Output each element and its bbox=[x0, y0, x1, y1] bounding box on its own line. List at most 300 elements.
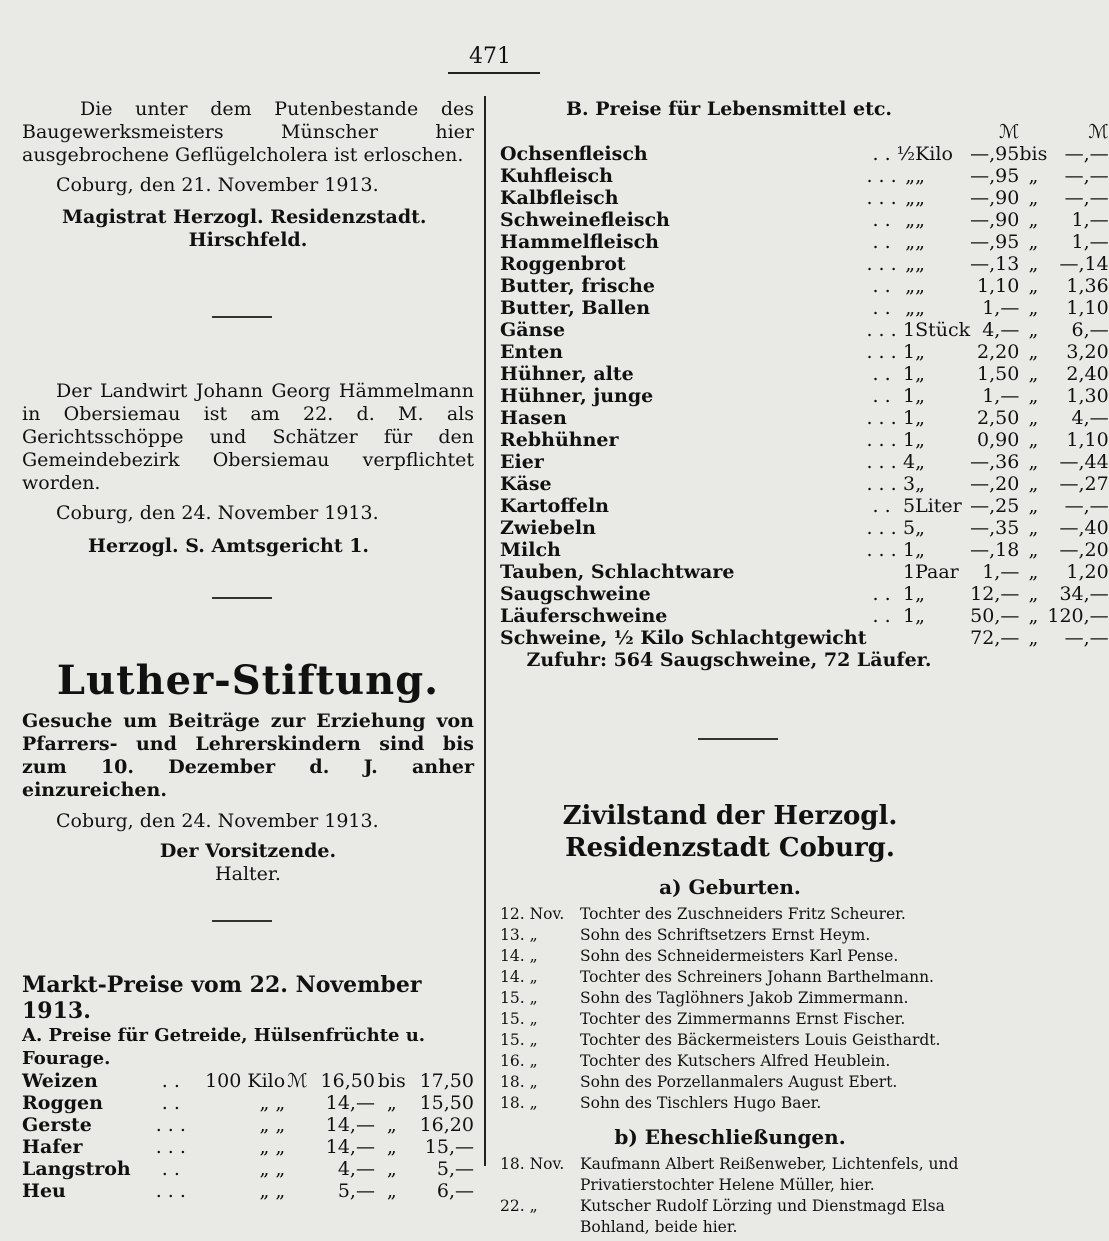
item-name: Weizen bbox=[22, 1070, 98, 1092]
entry-text: Kaufmann Albert Reißenweber, Lichtenfels, und Privatierstochter Helene Müller, hier. bbox=[580, 1155, 959, 1194]
unit: „ bbox=[915, 231, 925, 253]
price-to: 17,50 bbox=[419, 1070, 474, 1092]
entry-text: Sohn des Tischlers Hugo Baer. bbox=[580, 1094, 822, 1112]
notice-authority: Magistrat Herzogl. Residenzstadt. bbox=[62, 206, 427, 228]
price-row bbox=[22, 1158, 474, 1180]
left-column bbox=[22, 98, 474, 252]
price-from: —,36 bbox=[970, 451, 1020, 473]
separator-rule bbox=[212, 597, 272, 599]
range-word: „ bbox=[1028, 517, 1039, 539]
price-to: —,20 bbox=[1059, 539, 1109, 561]
price-from: 14,— bbox=[325, 1136, 375, 1158]
price-row bbox=[500, 539, 1109, 561]
price-from: 1,— bbox=[982, 561, 1020, 583]
quantity: „ bbox=[905, 231, 916, 253]
range-word: „ bbox=[1028, 605, 1039, 627]
leader-dots: . . bbox=[872, 209, 891, 231]
price-to: 16,20 bbox=[419, 1114, 474, 1136]
price-from: —,18 bbox=[970, 539, 1020, 561]
price-from: 14,— bbox=[325, 1092, 375, 1114]
currency bbox=[285, 1092, 309, 1114]
unit: Stück bbox=[915, 319, 971, 341]
civil-registry-title: Zivilstand der Herzogl. Residenzstadt Coburg. bbox=[562, 801, 898, 863]
price-from: 4,— bbox=[982, 319, 1020, 341]
leader-dots bbox=[866, 627, 896, 649]
item-name: Kuhfleisch bbox=[500, 165, 613, 187]
price-row bbox=[500, 605, 1109, 627]
price-from: 16,50 bbox=[320, 1070, 375, 1092]
notice-signer: Halter. bbox=[215, 863, 281, 885]
leader-dots: . . bbox=[161, 1092, 180, 1114]
leader-dots: . . bbox=[872, 275, 891, 297]
food-prices-title: B. Preise für Lebensmittel etc. bbox=[565, 98, 893, 120]
entry-text: Tochter des Schreiners Johann Barthelmann. bbox=[580, 968, 934, 986]
notice-text: Die unter dem Putenbestande des Baugewerksmeisters Münscher hier ausgebrochene Geflügelcholera ist erloschen. bbox=[22, 98, 474, 166]
registry-entry bbox=[500, 925, 940, 946]
notice-date: Coburg, den 24. November 1913. bbox=[56, 502, 379, 524]
leader-dots: . . bbox=[872, 231, 891, 253]
item-name: Gänse bbox=[500, 319, 566, 341]
quantity: 1 bbox=[903, 583, 916, 605]
item-name: Hammelfleisch bbox=[500, 231, 659, 253]
price-row bbox=[22, 1092, 474, 1114]
price-to: 3,20 bbox=[1066, 341, 1109, 363]
price-to: 1,10 bbox=[1066, 297, 1109, 319]
notice-court bbox=[22, 380, 474, 558]
quantity: „ bbox=[905, 253, 916, 275]
unit: „ bbox=[915, 187, 925, 209]
item-name: Ochsenfleisch bbox=[500, 143, 648, 165]
entry-date: 18. Nov. bbox=[500, 1155, 565, 1173]
registry-entry bbox=[500, 1154, 960, 1196]
entry-date: 13. „ bbox=[500, 926, 538, 944]
price-row bbox=[500, 143, 1109, 165]
entry-date: 15. „ bbox=[500, 989, 538, 1007]
price-to: 15,50 bbox=[419, 1092, 474, 1114]
price-to: —,— bbox=[1064, 143, 1109, 165]
leader-dots: . . bbox=[872, 143, 891, 165]
quantity: ½ bbox=[896, 143, 916, 165]
market-title: Markt-Preise vom 22. November 1913. bbox=[22, 972, 422, 1024]
price-from: 1,50 bbox=[977, 363, 1020, 385]
price-from: —,25 bbox=[970, 495, 1020, 517]
quantity: „ bbox=[905, 187, 916, 209]
currency bbox=[285, 1158, 309, 1180]
price-row bbox=[22, 1070, 474, 1092]
price-to: —,— bbox=[1064, 165, 1109, 187]
leader-dots: . . . bbox=[866, 407, 897, 429]
entry-date: 22. „ bbox=[500, 1197, 538, 1215]
range-word: „ bbox=[1028, 209, 1039, 231]
price-to: 1,20 bbox=[1066, 561, 1109, 583]
price-row bbox=[500, 319, 1109, 341]
unit: „ bbox=[915, 605, 925, 627]
entry-text: Sohn des Taglöhners Jakob Zimmermann. bbox=[580, 989, 909, 1007]
currency-symbol: ℳ bbox=[1088, 121, 1109, 143]
price-row bbox=[500, 407, 1109, 429]
price-from: —,90 bbox=[970, 209, 1020, 231]
leader-dots: . . . bbox=[866, 539, 897, 561]
currency-symbol: ℳ bbox=[999, 121, 1020, 143]
column-divider bbox=[484, 96, 486, 1166]
item-name: Gerste bbox=[22, 1114, 92, 1136]
price-row bbox=[500, 495, 1109, 517]
price-to: —,— bbox=[1064, 627, 1109, 649]
unit: „ bbox=[915, 451, 925, 473]
unit: „ bbox=[915, 583, 925, 605]
leader-dots: . . bbox=[872, 583, 891, 605]
item-name: Butter, Ballen bbox=[500, 297, 651, 319]
currency bbox=[285, 1136, 309, 1158]
page-number-rule bbox=[448, 72, 540, 74]
item-name: Saugschweine bbox=[500, 583, 651, 605]
quantity: „ bbox=[905, 275, 916, 297]
item-name: Rebhühner bbox=[500, 429, 619, 451]
range-word: „ bbox=[1028, 363, 1039, 385]
item-name: Langstroh bbox=[22, 1158, 131, 1180]
price-from: —,95 bbox=[970, 165, 1020, 187]
item-name: Tauben, Schlachtware bbox=[500, 561, 735, 583]
price-from: —,20 bbox=[970, 473, 1020, 495]
price-row bbox=[500, 429, 1109, 451]
item-name: Schweine, ½ Kilo Schlachtgewicht bbox=[500, 627, 867, 649]
price-from: 1,— bbox=[982, 385, 1020, 407]
leader-dots: . . . bbox=[155, 1180, 186, 1202]
range-word: „ bbox=[1028, 429, 1039, 451]
price-from: 2,50 bbox=[977, 407, 1020, 429]
currency bbox=[285, 1180, 309, 1202]
price-to: 34,— bbox=[1059, 583, 1109, 605]
leader-dots: . . bbox=[872, 495, 891, 517]
entry-text: Kutscher Rudolf Lörzing und Dienstmagd Elsa Bohland, beide hier. bbox=[580, 1197, 945, 1236]
price-to: 1,36 bbox=[1066, 275, 1109, 297]
price-row bbox=[500, 583, 1109, 605]
item-name: Schweinefleisch bbox=[500, 209, 670, 231]
unit: „ „ bbox=[259, 1158, 286, 1180]
unit: 100 Kilo bbox=[205, 1070, 286, 1092]
leader-dots bbox=[866, 561, 896, 583]
quantity bbox=[897, 627, 915, 649]
unit: „ „ bbox=[259, 1114, 286, 1136]
entry-text: Tochter des Zuschneiders Fritz Scheurer. bbox=[580, 905, 906, 923]
unit: „ „ bbox=[259, 1092, 286, 1114]
leader-dots: . . . bbox=[866, 319, 897, 341]
leader-dots: . . bbox=[161, 1070, 180, 1092]
entry-date: 15. „ bbox=[500, 1010, 538, 1028]
price-to: —,14 bbox=[1059, 253, 1109, 275]
item-name: Hühner, junge bbox=[500, 385, 654, 407]
quantity: 1 bbox=[903, 539, 916, 561]
price-row bbox=[500, 297, 1109, 319]
leader-dots: . . . bbox=[866, 165, 897, 187]
range-word: „ bbox=[1028, 473, 1039, 495]
price-from: —,95 bbox=[970, 231, 1020, 253]
market-prices bbox=[22, 972, 474, 1202]
registry-entry bbox=[500, 988, 940, 1009]
leader-dots: . . . bbox=[866, 517, 897, 539]
price-row bbox=[500, 165, 1109, 187]
item-name: Kartoffeln bbox=[500, 495, 609, 517]
unit: „ „ bbox=[259, 1136, 286, 1158]
leader-dots: . . . bbox=[155, 1136, 186, 1158]
registry-entry bbox=[500, 967, 940, 988]
leader-dots: . . bbox=[872, 363, 891, 385]
price-to: —,44 bbox=[1059, 451, 1109, 473]
marriages-heading: b) Eheschließungen. bbox=[614, 1125, 846, 1149]
supply-note: Zufuhr: 564 Saugschweine, 72 Läufer. bbox=[526, 649, 932, 671]
price-to: —,40 bbox=[1059, 517, 1109, 539]
entry-text: Tochter des Kutschers Alfred Heublein. bbox=[580, 1052, 891, 1070]
item-name: Läuferschweine bbox=[500, 605, 668, 627]
notice-title: Luther-Stiftung. bbox=[56, 657, 440, 704]
notice-authority: Der Vorsitzende. bbox=[159, 840, 337, 862]
registry-entry bbox=[500, 1093, 940, 1114]
quantity: 1 bbox=[903, 429, 916, 451]
currency bbox=[285, 1114, 309, 1136]
registry-entry bbox=[500, 1009, 940, 1030]
item-name: Zwiebeln bbox=[500, 517, 596, 539]
quantity: 3 bbox=[903, 473, 916, 495]
price-to: 1,— bbox=[1071, 231, 1109, 253]
range-word: „ bbox=[1028, 407, 1039, 429]
notice-authority: Herzogl. S. Amtsgericht 1. bbox=[88, 535, 370, 557]
range-word: „ bbox=[386, 1180, 397, 1202]
entry-date: 15. „ bbox=[500, 1031, 538, 1049]
entry-text: Sohn des Schriftsetzers Ernst Heym. bbox=[580, 926, 871, 944]
leader-dots: . . . bbox=[866, 429, 897, 451]
leader-dots: . . bbox=[872, 605, 891, 627]
price-to: 6,— bbox=[1071, 319, 1109, 341]
range-word: „ bbox=[1028, 583, 1039, 605]
price-row bbox=[500, 627, 1109, 649]
separator-rule bbox=[698, 738, 778, 740]
currency: ℳ bbox=[287, 1070, 308, 1092]
unit: „ bbox=[915, 363, 925, 385]
unit: „ bbox=[915, 341, 925, 363]
unit: „ bbox=[915, 275, 925, 297]
market-subtitle: A. Preise für Getreide, Hülsenfrüchte u. Fourage. bbox=[22, 1025, 426, 1069]
range-word: „ bbox=[1028, 561, 1039, 583]
leader-dots: . . bbox=[872, 297, 891, 319]
item-name: Heu bbox=[22, 1180, 66, 1202]
unit: Paar bbox=[915, 561, 959, 583]
quantity: 1 bbox=[903, 363, 916, 385]
quantity: 4 bbox=[903, 451, 916, 473]
price-from: 50,— bbox=[970, 605, 1020, 627]
unit: „ bbox=[915, 407, 925, 429]
price-row bbox=[500, 561, 1109, 583]
registry-entry bbox=[500, 1072, 940, 1093]
range-word: „ bbox=[1028, 341, 1039, 363]
notice-luther-foundation bbox=[22, 658, 474, 886]
civil-registry bbox=[500, 800, 960, 1238]
price-to: 6,— bbox=[436, 1180, 474, 1202]
entry-date: 14. „ bbox=[500, 968, 538, 986]
unit: „ „ bbox=[259, 1180, 286, 1202]
range-word: „ bbox=[1028, 253, 1039, 275]
quantity: 1 bbox=[903, 407, 916, 429]
price-from: —,35 bbox=[970, 517, 1020, 539]
price-to: 1,10 bbox=[1066, 429, 1109, 451]
range-word: „ bbox=[386, 1092, 397, 1114]
unit: „ bbox=[915, 517, 925, 539]
range-word: „ bbox=[386, 1114, 397, 1136]
range-word: „ bbox=[1028, 165, 1039, 187]
grain-price-table bbox=[22, 1070, 474, 1202]
price-from: 4,— bbox=[337, 1158, 375, 1180]
notice-signer: Hirschfeld. bbox=[188, 229, 308, 251]
item-name: Enten bbox=[500, 341, 563, 363]
price-row bbox=[500, 187, 1109, 209]
range-word: „ bbox=[1028, 187, 1039, 209]
births-table bbox=[500, 904, 940, 1114]
registry-entry bbox=[500, 1196, 960, 1238]
unit bbox=[915, 627, 970, 649]
entry-text: Sohn des Porzellanmalers August Ebert. bbox=[580, 1073, 898, 1091]
entry-text: Tochter des Zimmermanns Ernst Fischer. bbox=[580, 1010, 906, 1028]
price-row bbox=[500, 517, 1109, 539]
quantity: 1 bbox=[903, 341, 916, 363]
quantity: „ bbox=[905, 297, 916, 319]
item-name: Roggenbrot bbox=[500, 253, 626, 275]
price-row bbox=[500, 209, 1109, 231]
price-row bbox=[22, 1180, 474, 1202]
quantity: 1 bbox=[903, 385, 916, 407]
separator-rule bbox=[212, 920, 272, 922]
item-name: Käse bbox=[500, 473, 552, 495]
entry-date: 16. „ bbox=[500, 1052, 538, 1070]
registry-entry bbox=[500, 946, 940, 967]
entry-text: Sohn des Schneidermeisters Karl Pense. bbox=[580, 947, 899, 965]
price-to: 1,30 bbox=[1066, 385, 1109, 407]
price-from: —,95 bbox=[970, 143, 1020, 165]
price-row bbox=[500, 341, 1109, 363]
quantity: 1 bbox=[903, 561, 916, 583]
quantity: 5 bbox=[903, 517, 916, 539]
leader-dots: . . . bbox=[866, 473, 897, 495]
unit: „ bbox=[915, 209, 925, 231]
price-row bbox=[500, 473, 1109, 495]
price-to: 15,— bbox=[424, 1136, 474, 1158]
range-word: „ bbox=[1028, 627, 1039, 649]
registry-entry bbox=[500, 1030, 940, 1051]
registry-entry bbox=[500, 1051, 940, 1072]
notice-date: Coburg, den 24. November 1913. bbox=[56, 810, 379, 832]
range-word: „ bbox=[1028, 451, 1039, 473]
unit: „ bbox=[915, 253, 925, 275]
price-from: —,13 bbox=[970, 253, 1020, 275]
price-from: 14,— bbox=[325, 1114, 375, 1136]
price-from: 72,— bbox=[970, 627, 1020, 649]
price-to: —,— bbox=[1064, 187, 1109, 209]
item-name: Milch bbox=[500, 539, 561, 561]
leader-dots: . . . bbox=[866, 253, 897, 275]
food-price-table bbox=[500, 121, 1109, 649]
price-to: 5,— bbox=[436, 1158, 474, 1180]
price-to: 1,— bbox=[1071, 209, 1109, 231]
range-word: „ bbox=[1028, 539, 1039, 561]
quantity: „ bbox=[905, 209, 916, 231]
range-word: „ bbox=[1028, 319, 1039, 341]
range-word: „ bbox=[386, 1158, 397, 1180]
price-from: —,90 bbox=[970, 187, 1020, 209]
price-row bbox=[500, 385, 1109, 407]
entry-text: Tochter des Bäckermeisters Louis Geisthardt. bbox=[580, 1031, 941, 1049]
item-name: Hafer bbox=[22, 1136, 83, 1158]
unit: „ bbox=[915, 385, 925, 407]
price-row bbox=[500, 231, 1109, 253]
price-row bbox=[500, 253, 1109, 275]
unit: „ bbox=[915, 539, 925, 561]
item-name: Eier bbox=[500, 451, 544, 473]
registry-entry bbox=[500, 904, 940, 925]
price-row bbox=[500, 451, 1109, 473]
notice-text: Der Landwirt Johann Georg Hämmelmann in Obersiemau ist am 22. d. M. als Gerichtsschöppe und Schätzer für den Gemeindebezirk Obersiemau verpflichtet worden. bbox=[22, 380, 474, 494]
range-word: „ bbox=[1028, 231, 1039, 253]
range-word: „ bbox=[386, 1136, 397, 1158]
price-row bbox=[22, 1114, 474, 1136]
price-from: 12,— bbox=[970, 583, 1020, 605]
range-word: „ bbox=[1028, 385, 1039, 407]
leader-dots: . . . bbox=[155, 1114, 186, 1136]
price-to: —,27 bbox=[1059, 473, 1109, 495]
page-number: 471 bbox=[469, 44, 511, 69]
unit: „ bbox=[915, 165, 925, 187]
price-from: 1,— bbox=[982, 297, 1020, 319]
price-to: 2,40 bbox=[1066, 363, 1109, 385]
marriages-table bbox=[500, 1154, 960, 1238]
price-row bbox=[500, 363, 1109, 385]
quantity: 1 bbox=[903, 319, 916, 341]
price-from: 1,10 bbox=[977, 275, 1020, 297]
unit: „ bbox=[915, 297, 925, 319]
leader-dots: . . bbox=[161, 1158, 180, 1180]
range-word: „ bbox=[1028, 495, 1039, 517]
unit: Kilo bbox=[915, 143, 953, 165]
item-name: Kalbfleisch bbox=[500, 187, 619, 209]
entry-date: 14. „ bbox=[500, 947, 538, 965]
range-word: „ bbox=[1028, 297, 1039, 319]
item-name: Roggen bbox=[22, 1092, 103, 1114]
births-heading: a) Geburten. bbox=[659, 875, 801, 899]
range-word: bis bbox=[1019, 143, 1048, 165]
price-to: 4,— bbox=[1071, 407, 1109, 429]
range-word: „ bbox=[1028, 275, 1039, 297]
notice-text: Gesuche um Beiträge zur Erziehung von Pfarrers- und Lehrerskindern sind bis zum 10. Dezember d. J. anher einzureichen. bbox=[22, 710, 474, 801]
entry-date: 18. „ bbox=[500, 1073, 538, 1091]
notice-poultry-cholera bbox=[22, 98, 474, 252]
unit: Liter bbox=[915, 495, 962, 517]
entry-date: 18. „ bbox=[500, 1094, 538, 1112]
unit: „ bbox=[915, 429, 925, 451]
leader-dots: . . . bbox=[866, 341, 897, 363]
price-row bbox=[500, 275, 1109, 297]
range-word: bis bbox=[377, 1070, 406, 1092]
leader-dots: . . . bbox=[866, 187, 897, 209]
right-column bbox=[500, 98, 1109, 672]
item-name: Hühner, alte bbox=[500, 363, 634, 385]
price-from: 0,90 bbox=[977, 429, 1020, 451]
item-name: Butter, frische bbox=[500, 275, 655, 297]
price-to: 120,— bbox=[1047, 605, 1109, 627]
quantity: „ bbox=[905, 165, 916, 187]
separator-rule bbox=[212, 316, 272, 318]
unit: „ bbox=[915, 473, 925, 495]
entry-date: 12. Nov. bbox=[500, 905, 565, 923]
price-from: 5,— bbox=[337, 1180, 375, 1202]
price-row bbox=[22, 1136, 474, 1158]
quantity: 5 bbox=[903, 495, 916, 517]
